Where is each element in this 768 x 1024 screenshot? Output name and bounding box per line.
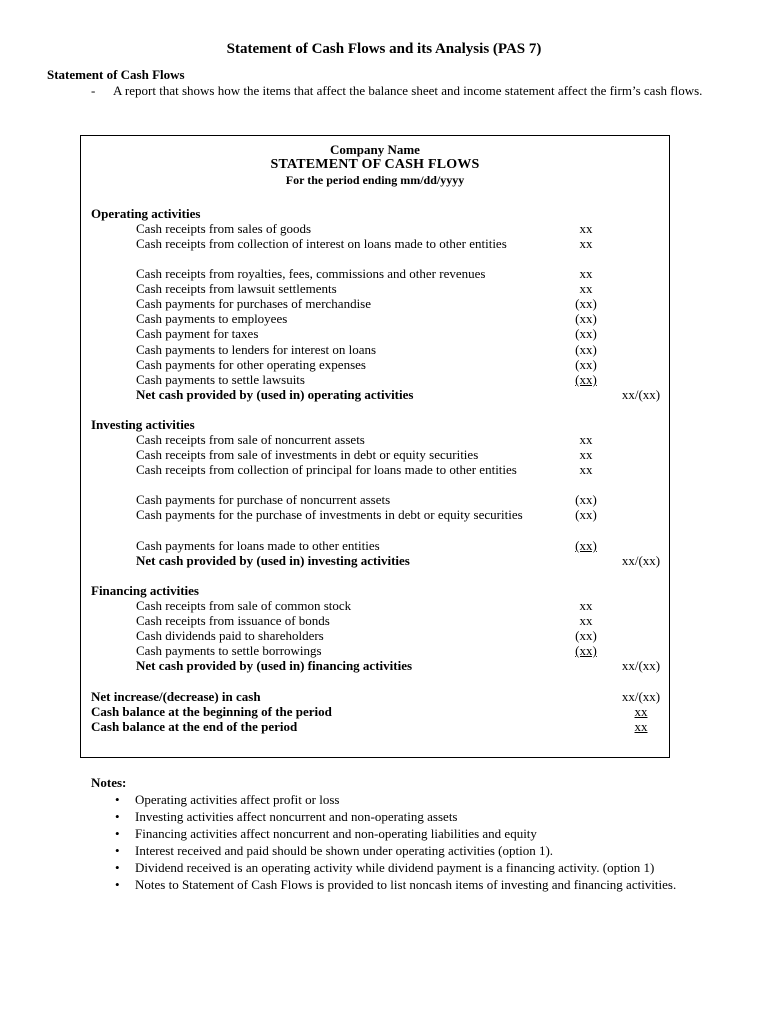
statement-row	[81, 266, 669, 281]
amount-col1: xx	[579, 281, 593, 296]
statement-row	[81, 387, 669, 402]
statement-row	[81, 417, 669, 432]
statement-row	[81, 643, 669, 658]
statement-row	[81, 598, 669, 613]
note-text: Financing activities affect noncurrent and non-operating liabilities and equity	[135, 826, 537, 841]
line-item-label: Cash payments to employees	[136, 311, 288, 326]
amount-col1: (xx)	[575, 372, 597, 387]
amount-col1: (xx)	[575, 326, 597, 341]
line-item-label: Cash receipts from collection of principal for loans made to other entities	[136, 462, 517, 477]
note-item	[91, 860, 711, 875]
amount-col1: (xx)	[575, 538, 597, 553]
statement-row	[81, 326, 669, 341]
amount-col1: xx	[579, 462, 593, 477]
company-name: Company Name	[330, 142, 420, 157]
line-item-label: Cash receipts from sale of investments in debt or equity securities	[136, 447, 479, 462]
line-item-label: Cash receipts from lawsuit settlements	[136, 281, 337, 296]
statement-row	[81, 704, 669, 719]
bullet-icon: •	[115, 809, 120, 824]
intro-text: A report that shows how the items that affect the balance sheet and income statement affect the firm’s cash flows.	[113, 83, 703, 98]
statement-row	[81, 719, 669, 734]
statement-row	[81, 221, 669, 236]
statement-row	[81, 538, 669, 553]
line-item-label: Cash payments for the purchase of investments in debt or equity securities	[136, 507, 523, 522]
notes-heading: Notes:	[91, 775, 127, 790]
statement-row	[81, 583, 669, 598]
amount-col1: xx	[579, 447, 593, 462]
statement-row	[81, 553, 669, 568]
total-label: Cash balance at the beginning of the period	[91, 704, 332, 719]
section-label: Financing activities	[91, 583, 199, 598]
note-text: Operating activities affect profit or loss	[135, 792, 340, 807]
amount-col1: (xx)	[575, 643, 597, 658]
statement-row	[81, 613, 669, 628]
note-item	[91, 843, 711, 858]
line-item-label: Cash dividends paid to shareholders	[136, 628, 324, 643]
statement-row	[81, 281, 669, 296]
notes-list	[91, 792, 711, 894]
line-item-label: Cash receipts from sale of noncurrent assets	[136, 432, 365, 447]
statement-row	[81, 296, 669, 311]
amount-col2: xx/(xx)	[621, 689, 661, 704]
section-label: Operating activities	[91, 206, 201, 221]
note-text: Notes to Statement of Cash Flows is provided to list noncash items of investing and financing activities.	[135, 877, 677, 892]
page-title: Statement of Cash Flows and its Analysis (PAS 7)	[226, 41, 542, 57]
amount-col2: xx/(xx)	[621, 387, 661, 402]
line-item-label: Cash receipts from collection of interest on loans made to other entities	[136, 236, 507, 251]
statement-row	[81, 372, 669, 387]
line-item-label: Cash payments for purchases of merchandise	[136, 296, 372, 311]
bullet-icon: •	[115, 877, 120, 892]
total-label: Net cash provided by (used in) operating activities	[136, 387, 414, 402]
statement-period: For the period ending mm/dd/yyyy	[285, 173, 465, 187]
statement-row	[81, 658, 669, 673]
statement-row	[81, 311, 669, 326]
amount-col1: (xx)	[575, 507, 597, 522]
note-item	[91, 826, 711, 841]
line-item-label: Cash payments for other operating expenses	[136, 357, 366, 372]
line-item-label: Cash receipts from sale of common stock	[136, 598, 352, 613]
statement-row	[81, 492, 669, 507]
amount-col2: xx/(xx)	[621, 658, 661, 673]
line-item-label: Cash payment for taxes	[136, 326, 259, 341]
amount-col1: (xx)	[575, 311, 597, 326]
amount-col2: xx	[634, 704, 648, 719]
statement-box	[80, 135, 670, 758]
line-item-label: Cash payments for purchase of noncurrent assets	[136, 492, 391, 507]
amount-col1: xx	[579, 598, 593, 613]
note-text: Investing activities affect noncurrent and non-operating assets	[135, 809, 458, 824]
statement-row	[81, 507, 669, 522]
amount-col1: xx	[579, 221, 593, 236]
statement-row	[81, 206, 669, 221]
bullet-icon: •	[115, 826, 120, 841]
amount-col1: (xx)	[575, 296, 597, 311]
line-item-label: Cash receipts from sales of goods	[136, 221, 312, 236]
statement-row	[81, 462, 669, 477]
section-label: Investing activities	[91, 417, 195, 432]
line-item-label: Cash receipts from issuance of bonds	[136, 613, 330, 628]
statement-row	[81, 689, 669, 704]
bullet-icon: •	[115, 843, 120, 858]
bullet-icon: •	[115, 860, 120, 875]
statement-row	[81, 342, 669, 357]
note-item	[91, 809, 711, 824]
total-label: Cash balance at the end of the period	[91, 719, 298, 734]
note-item	[91, 877, 711, 892]
bullet-icon: •	[115, 792, 120, 807]
line-item-label: Cash payments for loans made to other entities	[136, 538, 380, 553]
amount-col1: (xx)	[575, 492, 597, 507]
statement-row	[81, 432, 669, 447]
total-label: Net increase/(decrease) in cash	[91, 689, 261, 704]
amount-col1: xx	[579, 613, 593, 628]
line-item-label: Cash payments to settle lawsuits	[136, 372, 305, 387]
statement-row	[81, 447, 669, 462]
line-item-label: Cash payments to settle borrowings	[136, 643, 322, 658]
statement-row	[81, 628, 669, 643]
amount-col1: (xx)	[575, 628, 597, 643]
section-heading: Statement of Cash Flows	[47, 67, 185, 82]
note-item	[91, 792, 711, 807]
line-item-label: Cash receipts from royalties, fees, commissions and other revenues	[136, 266, 486, 281]
amount-col2: xx/(xx)	[621, 553, 661, 568]
intro-dash: -	[91, 83, 96, 98]
statement-row	[81, 357, 669, 372]
amount-col1: xx	[579, 266, 593, 281]
line-item-label: Cash payments to lenders for interest on loans	[136, 342, 377, 357]
note-text: Dividend received is an operating activity while dividend payment is a financing activity. (option 1)	[135, 860, 655, 875]
total-label: Net cash provided by (used in) financing activities	[136, 658, 413, 673]
amount-col1: (xx)	[575, 357, 597, 372]
total-label: Net cash provided by (used in) investing activities	[136, 553, 410, 568]
amount-col2: xx	[634, 719, 648, 734]
statement-title: STATEMENT OF CASH FLOWS	[270, 157, 480, 172]
amount-col1: (xx)	[575, 342, 597, 357]
amount-col1: xx	[579, 432, 593, 447]
amount-col1: xx	[579, 236, 593, 251]
note-text: Interest received and paid should be shown under operating activities (option 1).	[135, 843, 554, 858]
statement-row	[81, 236, 669, 251]
